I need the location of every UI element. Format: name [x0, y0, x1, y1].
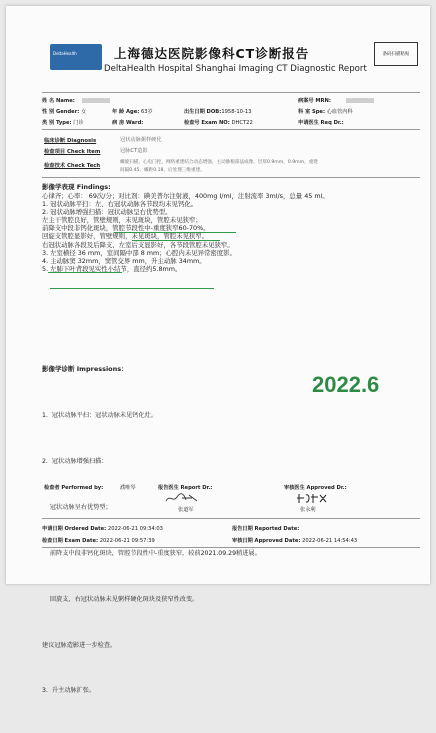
report-dr-name: 张道军 — [178, 507, 194, 513]
hospital-logo — [50, 44, 102, 70]
highlight-underline — [50, 288, 214, 289]
report-dr-label: 报告医生 Report Dr.: — [158, 485, 213, 491]
mrn-label: 病案号 MRN: — [298, 98, 331, 104]
findings-line: 回旋支管腔显影好，管壁规则，未见斑块，管腔未见狭窄。 — [42, 232, 209, 241]
impression-line: 3. 升主动脉扩张。 — [42, 687, 96, 695]
report-signature-icon — [164, 492, 204, 504]
approve-signature-icon — [296, 492, 332, 504]
name-redacted — [82, 98, 110, 103]
report-title-cn: 上海德达医院影像科CT诊断报告 — [114, 46, 310, 61]
check-item-value: 冠脉CT造影 — [120, 148, 148, 154]
diagnosis-label: 临床诊断 Diagnosis — [44, 138, 97, 144]
sex-field: 性 别 Gender: 女 — [42, 109, 87, 115]
divider — [42, 177, 420, 178]
findings-line: 左主干管腔良好，管壁规则，未见斑块，管腔未见狭窄； — [42, 216, 202, 225]
reported-date: 报告日期 Reported Date: — [232, 526, 300, 532]
exam-no-field: 检查号 Exam NO: DHCT22 — [184, 120, 253, 126]
check-tech-line-2: 间隔0.45，螺距0.18，后处理三维重建。 — [120, 168, 205, 173]
findings-line: 5. 左肺下叶背段见实性小结节，直径约5.8mm。 — [42, 264, 182, 273]
impression-line: 前降支中段非钙化斑块，管腔节段性中-重度狭窄，较前2021.09.29稍进展。 — [42, 549, 261, 557]
highlight-underline — [132, 240, 220, 241]
impressions-list — [42, 374, 261, 733]
highlight-underline — [114, 232, 236, 233]
ordered-date: 申请日期 Ordered Date: 2022-06-21 09:34:03 — [42, 526, 163, 532]
age-field: 年 龄 Age: 63岁 — [112, 109, 153, 115]
report-page — [6, 6, 430, 695]
findings-line: 1. 冠状动脉平扫：左、右冠状动脉各节段均未见钙化。 — [42, 200, 198, 209]
divider — [42, 518, 420, 519]
mrn-redacted — [346, 98, 374, 103]
name-label: 姓 名 Name: — [42, 98, 75, 104]
approve-dr-name: 张永利 — [300, 507, 316, 513]
report-title-en: DeltaHealth Hospital Shanghai Imaging CT Diagnostic Report — [104, 64, 367, 74]
logo-text: DeltaHealth — [53, 51, 77, 56]
exam-date: 检查日期 Exam Date: 2022-06-21 09:57:39 — [42, 538, 155, 544]
impression-line: 2. 冠状动脉增强扫描： — [42, 457, 108, 465]
req-dr-label: 申请医生 Req Dr.: — [298, 120, 344, 126]
barcode-sticker-area: 条码扫描粘贴 — [374, 42, 418, 66]
impression-line: 冠状动脉呈右优势型； — [42, 503, 112, 511]
performer-name: 濮唯琴 — [120, 485, 136, 491]
approve-dr-label: 审核医生 Approved Dr.: — [284, 485, 347, 491]
findings-line: 4. 主动脉窦 32mm，窦管交界 mm，升主动脉 34mm。 — [42, 256, 206, 265]
highlight-underline — [48, 272, 122, 273]
findings-heading: 影像学表现 Findings: — [42, 183, 111, 191]
findings-line: 右冠状动脉各段及后降支、左室后支显影好，各节段管腔未见狭窄。 — [42, 240, 234, 249]
approved-date: 审核日期 Approved Date: 2022-06-21 14:54:43 — [232, 538, 358, 544]
annotation-year: 2022.6 — [312, 372, 380, 397]
check-item-label: 检查项目 Check Item — [44, 149, 101, 155]
check-tech-label: 检查技术 Check Tech — [44, 163, 101, 169]
divider — [42, 92, 420, 93]
dept-field: 科 室 Spe: 心血管内科 — [298, 109, 353, 115]
divider — [42, 547, 420, 548]
findings-line: 心律齐；心率： 69次/分；对比剂：碘美普尔注射液，400mg I/ml，注射流率 3ml/s，总量 45 ml。 — [42, 192, 329, 200]
type-field: 类 别 Type: 门诊 — [42, 120, 84, 126]
diagnosis-value: 冠状动脉粥样硬化 — [120, 137, 162, 143]
impression-line: 1. 冠状动脉平扫：冠状动脉未见钙化灶。 — [42, 412, 158, 419]
findings-line: 2. 冠状动脉增强扫描：冠状动脉呈右优势型。 — [42, 208, 172, 217]
check-tech-line-1: 螺旋扫描，心电门控，网络重建结合动态增强，主动脉根部法成像，层厚0.9mm，0.9mm，重建 — [120, 160, 318, 165]
findings-line: 前降支中段非钙化斑块，管腔节段性中-重度狭窄60-70%。 — [42, 224, 210, 233]
impression-line: 建议冠脉造影进一步检查。 — [42, 641, 117, 649]
dob-field: 出生日期 DOB:1958-10-13 — [184, 109, 252, 115]
divider — [42, 129, 420, 130]
ward-label: 病 房 Ward: — [112, 120, 144, 126]
performer-label: 检查者 Performed by: — [44, 485, 104, 491]
findings-line: 3. 左室横径 36 mm，室间隔中部 8 mm；心腔内未见异常密度影。 — [42, 248, 236, 257]
impressions-heading: 影像学诊断 Impressions： — [42, 365, 128, 373]
impression-line: 回旋支、右冠状动脉未见粥样硬化斑块及狭窄性改变。 — [42, 595, 199, 603]
